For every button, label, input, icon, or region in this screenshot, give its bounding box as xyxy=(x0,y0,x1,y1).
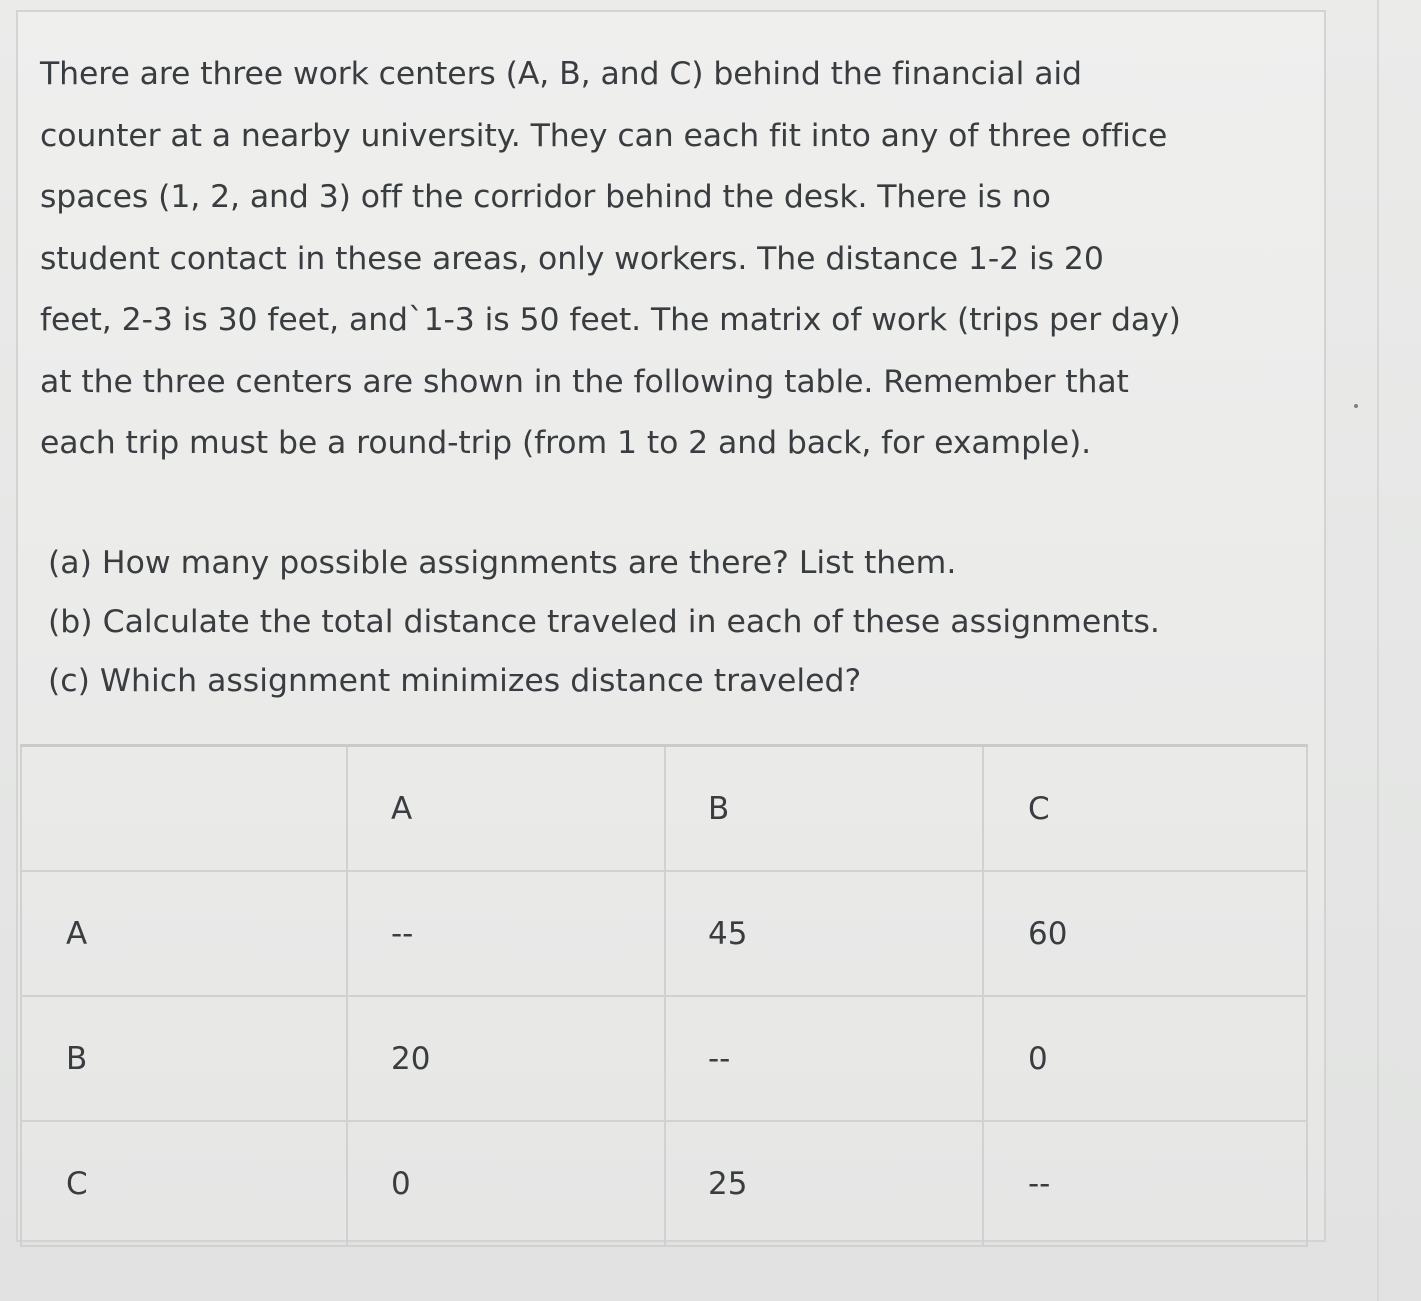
table-cell: 60 xyxy=(983,871,1307,996)
table-cell: -- xyxy=(347,871,665,996)
problem-line: student contact in these areas, only workers. The distance 1-2 is 20 xyxy=(40,240,1104,277)
column-header-c: C xyxy=(983,746,1307,872)
table-row xyxy=(21,996,1307,1121)
table-header-row xyxy=(21,746,1307,872)
divider xyxy=(1377,0,1379,1301)
table-cell: 0 xyxy=(983,996,1307,1121)
table-row xyxy=(21,871,1307,996)
table-cell: 0 xyxy=(347,1121,665,1246)
table-cell: 20 xyxy=(347,996,665,1121)
table-row xyxy=(21,1121,1307,1246)
problem-line: spaces (1, 2, and 3) off the corridor behind the desk. There is no xyxy=(40,179,1051,215)
table-cell: -- xyxy=(665,996,983,1121)
problem-line: at the three centers are shown in the following table. Remember that xyxy=(40,363,1129,400)
question-c: (c) Which assignment minimizes distance traveled? xyxy=(48,663,862,699)
table-cell: -- xyxy=(983,1121,1307,1246)
row-header-c: C xyxy=(21,1121,347,1246)
row-header-a: A xyxy=(21,871,347,996)
column-header-b: B xyxy=(665,746,983,872)
work-matrix-table xyxy=(20,744,1308,1247)
question-b: (b) Calculate the total distance traveled in each of these assignments. xyxy=(48,604,1160,640)
problem-line: feet, 2-3 is 30 feet, and`1-3 is 50 feet. The matrix of work (trips per day) xyxy=(40,302,1181,338)
column-header-a: A xyxy=(347,746,665,872)
problem-line: each trip must be a round-trip (from 1 to 2 and back, for example). xyxy=(40,425,1092,461)
problem-statement xyxy=(40,44,1310,475)
table-corner-cell xyxy=(21,746,347,872)
problem-line: counter at a nearby university. They can each fit into any of three office xyxy=(40,117,1168,154)
problem-line: There are three work centers (A, B, and C) behind the financial aid xyxy=(40,56,1082,92)
question-a: (a) How many possible assignments are there? List them. xyxy=(48,545,957,581)
table-cell: 25 xyxy=(665,1121,983,1246)
stray-mark xyxy=(1354,404,1358,408)
table-cell: 45 xyxy=(665,871,983,996)
row-header-b: B xyxy=(21,996,347,1121)
question-list xyxy=(48,534,1308,711)
